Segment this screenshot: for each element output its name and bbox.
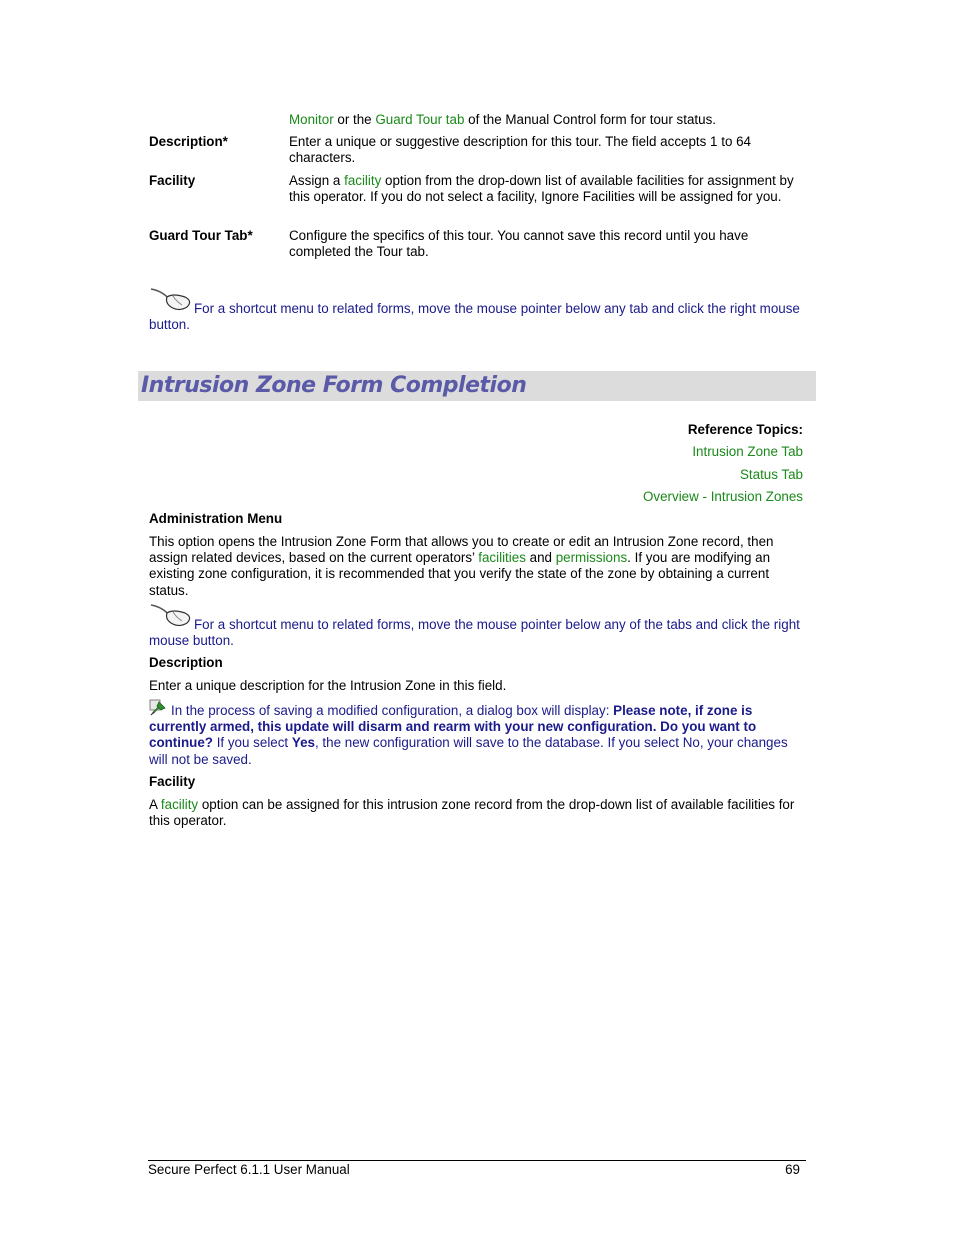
facility-link-2[interactable]: facility xyxy=(160,797,199,812)
save-dialog-note: In the process of saving a modified configuration, a dialog box will display: Please note, if zone is currently armed, this update will disarm and rearm with your new configuration. Do you want to continue? If you select Yes, the new configuration will save to the database. If you select No, your changes will not be saved. xyxy=(149,703,788,767)
footer-rule xyxy=(148,1160,806,1161)
section-heading-band xyxy=(138,371,816,401)
row-text-guard-tour-tab: Configure the specifics of this tour. You cannot save this record until you have completed the Tour tab. xyxy=(289,228,749,260)
admin-menu-paragraph: This option opens the Intrusion Zone Form that allows you to create or edit an Intrusion Zone record, then assign related devices, based on the current operators’ facilities and permissions. If you are modifying an existing zone configuration, it is recommended that you verify the state of the zone by obtaining a current status. xyxy=(149,534,774,598)
facility-link[interactable]: facility xyxy=(344,173,382,188)
guard-tour-tab-link[interactable]: Guard Tour tab xyxy=(375,112,465,127)
ref-link-overview-intrusion-zones[interactable]: Overview - Intrusion Zones xyxy=(642,489,803,504)
monitor-link[interactable]: Monitor xyxy=(289,112,334,127)
tip-shortcut-menu-1: For a shortcut menu to related forms, move the mouse pointer below any tab and click the right mouse button. xyxy=(149,301,800,333)
footer-title: Secure Perfect 6.1.1 User Manual xyxy=(148,1162,350,1177)
tip-shortcut-menu-2: For a shortcut menu to related forms, move the mouse pointer below any of the tabs and click the right mouse button. xyxy=(149,617,800,649)
row-label-description: Description* xyxy=(149,134,228,149)
description-text: Enter a unique description for the Intrusion Zone in this field. xyxy=(149,678,507,693)
facility-heading: Facility xyxy=(149,774,196,789)
page-number: 69 xyxy=(785,1162,800,1177)
row-label-guard-tour-tab: Guard Tour Tab* xyxy=(149,228,253,243)
row-text-description: Enter a unique or suggestive description for this tour. The field accepts 1 to 64 characters. xyxy=(289,134,752,166)
table-continuation: Monitor or the Guard Tour tab of the Manual Control form for tour status. xyxy=(289,112,716,127)
row-label-facility: Facility xyxy=(149,173,196,188)
reference-topics-heading: Reference Topics: xyxy=(687,422,803,437)
facility-paragraph: A facility option can be assigned for this intrusion zone record from the drop-down list of available facilities for this operator. xyxy=(149,797,795,829)
admin-menu-heading: Administration Menu xyxy=(149,511,283,526)
facilities-link[interactable]: facilities xyxy=(478,550,526,566)
description-heading: Description xyxy=(149,655,223,670)
ref-link-status-tab[interactable]: Status Tab xyxy=(739,467,803,482)
ref-link-intrusion-zone-tab[interactable]: Intrusion Zone Tab xyxy=(692,444,803,459)
permissions-link[interactable]: permissions xyxy=(555,550,628,566)
row-text-facility: Assign a facility option from the drop-down list of available facilities for assignment by this operator. If you do not select a facility, Ignore Facilities will be assigned for you. xyxy=(289,173,794,205)
section-title: Intrusion Zone Form Completion xyxy=(141,373,527,398)
